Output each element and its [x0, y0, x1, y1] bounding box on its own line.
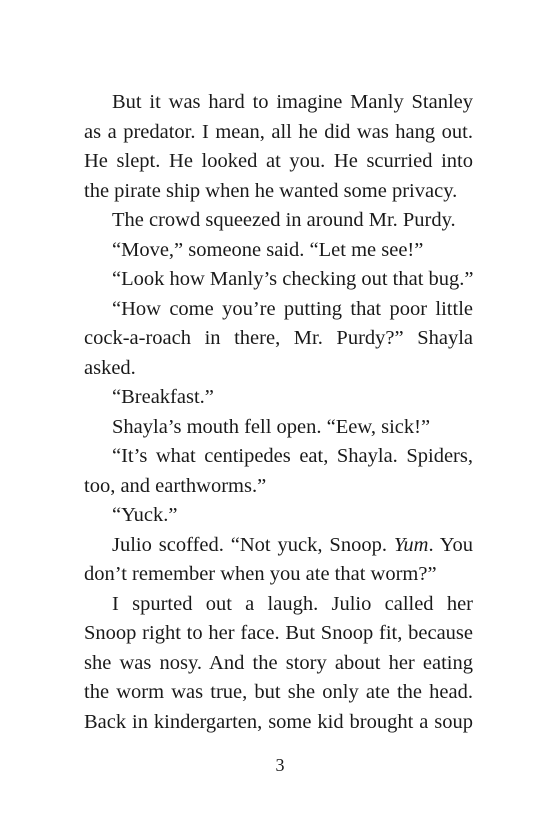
text-line: The crowd squeezed in around Mr. Purdy. — [112, 209, 456, 231]
text-line: “Look how Manly’s checking out that bug.” — [112, 268, 474, 290]
text-line: Snoop right to her face. But Snoop fit, because — [84, 622, 473, 644]
text-line: “Move,” someone said. “Let me see!” — [112, 238, 424, 261]
text-segment: Julio scoffed. “Not yuck, Snoop. — [112, 533, 394, 556]
text-line: the pirate ship when he wanted some privacy. — [84, 179, 458, 202]
text-line: “It’s what centipedes eat, Shayla. Spiders, — [112, 445, 473, 467]
text-segment: . You — [428, 533, 473, 556]
text-line: as a predator. I mean, all he did was hang out. — [84, 120, 473, 143]
text-line: asked. — [84, 356, 136, 379]
text-line: Shayla’s mouth fell open. “Eew, sick!” — [112, 415, 431, 438]
text-line: I spurted out a laugh. Julio called her — [112, 592, 473, 615]
text-line: But it was hard to imagine Manly Stanley — [112, 91, 473, 113]
text-line: “Breakfast.” — [112, 386, 214, 408]
text-line: “How come you’re putting that poor little — [112, 297, 473, 320]
text-line: don’t remember when you ate that worm?” — [84, 563, 437, 585]
text-line: she was nosy. And the story about her eating — [84, 651, 473, 674]
text-line-with-italic — [84, 531, 473, 561]
page-number: 3 — [275, 755, 285, 775]
italic-word: Yum — [393, 533, 429, 556]
body-text — [84, 88, 473, 737]
text-line: “Yuck.” — [112, 504, 178, 526]
text-line: the worm was true, but she only ate the head. — [84, 681, 473, 703]
text-line: cock-a-roach in there, Mr. Purdy?” Shayla — [84, 327, 473, 349]
text-line: too, and earthworms.” — [84, 474, 267, 497]
text-line: He slept. He looked at you. He scurried into — [84, 150, 473, 172]
text-line: Back in kindergarten, some kid brought a soup — [84, 710, 473, 733]
